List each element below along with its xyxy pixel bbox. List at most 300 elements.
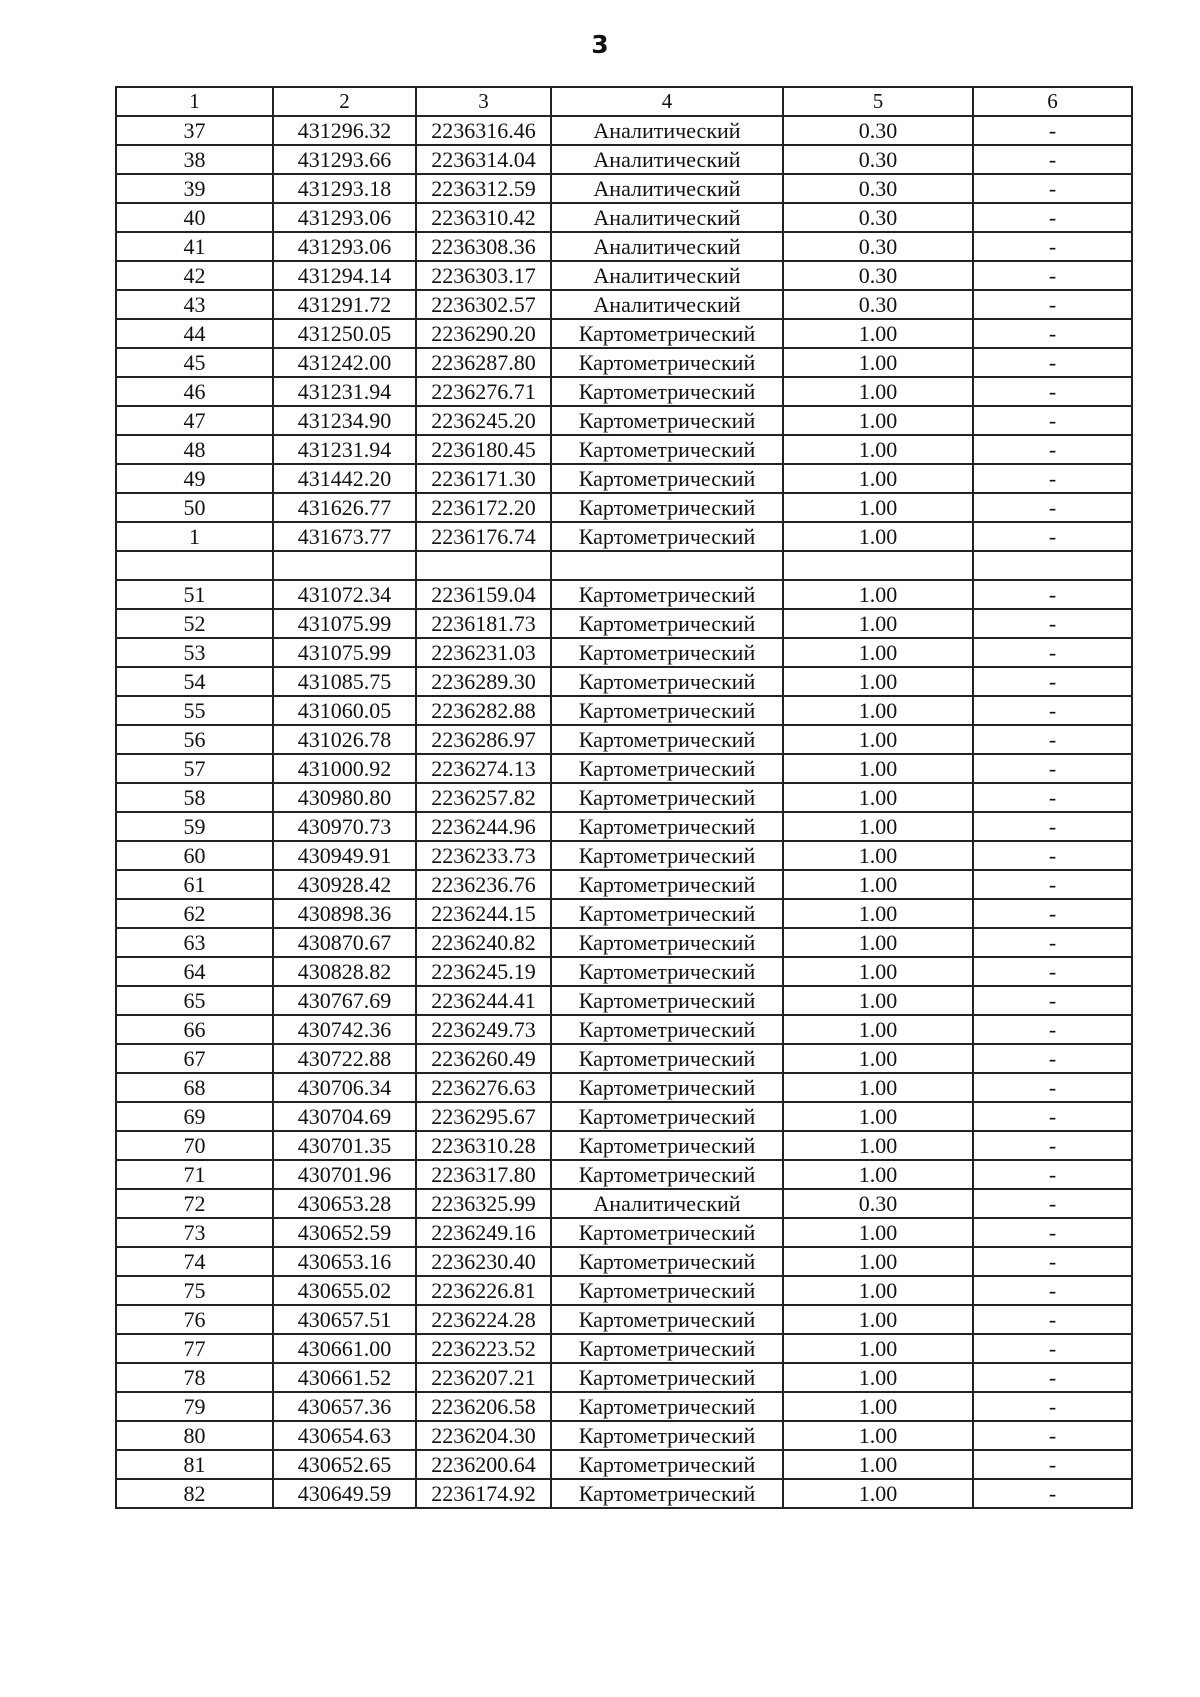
x-coordinate-cell: 431442.20 — [273, 464, 416, 493]
note-cell: - — [973, 841, 1132, 870]
point-number-cell: 37 — [116, 116, 273, 145]
accuracy-cell: 1.00 — [783, 667, 973, 696]
accuracy-cell: 1.00 — [783, 1305, 973, 1334]
y-coordinate-cell: 2236236.76 — [416, 870, 551, 899]
table-row — [116, 1363, 1132, 1392]
accuracy-cell: 1.00 — [783, 1131, 973, 1160]
y-coordinate-cell: 2236314.04 — [416, 145, 551, 174]
x-coordinate-cell: 431075.99 — [273, 638, 416, 667]
method-cell: Картометрический — [551, 493, 783, 522]
point-number-cell: 58 — [116, 783, 273, 812]
table-row — [116, 1334, 1132, 1363]
point-number-cell: 59 — [116, 812, 273, 841]
note-cell: - — [973, 1305, 1132, 1334]
point-number-cell: 78 — [116, 1363, 273, 1392]
method-cell: Картометрический — [551, 1131, 783, 1160]
method-cell: Картометрический — [551, 580, 783, 609]
point-number-cell: 41 — [116, 232, 273, 261]
x-coordinate-cell: 431293.06 — [273, 203, 416, 232]
note-cell: - — [973, 1218, 1132, 1247]
note-cell: - — [973, 870, 1132, 899]
note-cell: - — [973, 406, 1132, 435]
point-number-cell: 42 — [116, 261, 273, 290]
y-coordinate-cell: 2236172.20 — [416, 493, 551, 522]
accuracy-cell: 1.00 — [783, 522, 973, 551]
method-cell: Картометрический — [551, 899, 783, 928]
x-coordinate-cell: 431293.18 — [273, 174, 416, 203]
x-coordinate-cell: 430980.80 — [273, 783, 416, 812]
accuracy-cell: 1.00 — [783, 754, 973, 783]
accuracy-cell: 1.00 — [783, 1160, 973, 1189]
table-row — [116, 928, 1132, 957]
x-coordinate-cell: 431242.00 — [273, 348, 416, 377]
note-cell: - — [973, 1247, 1132, 1276]
point-number-cell: 76 — [116, 1305, 273, 1334]
column-header-1: 1 — [116, 87, 273, 116]
accuracy-cell: 1.00 — [783, 696, 973, 725]
accuracy-cell: 1.00 — [783, 493, 973, 522]
note-cell: - — [973, 116, 1132, 145]
y-coordinate-cell: 2236200.64 — [416, 1450, 551, 1479]
accuracy-cell: 1.00 — [783, 319, 973, 348]
x-coordinate-cell: 431026.78 — [273, 725, 416, 754]
column-header-2: 2 — [273, 87, 416, 116]
x-coordinate-cell: 431072.34 — [273, 580, 416, 609]
point-number-cell: 73 — [116, 1218, 273, 1247]
y-coordinate-cell: 2236159.04 — [416, 580, 551, 609]
method-cell: Картометрический — [551, 522, 783, 551]
y-coordinate-cell: 2236223.52 — [416, 1334, 551, 1363]
table-row — [116, 725, 1132, 754]
note-cell: - — [973, 1334, 1132, 1363]
accuracy-cell: 1.00 — [783, 1421, 973, 1450]
table-row — [116, 638, 1132, 667]
point-number-cell: 50 — [116, 493, 273, 522]
accuracy-cell: 1.00 — [783, 1334, 973, 1363]
note-cell: - — [973, 1363, 1132, 1392]
y-coordinate-cell: 2236181.73 — [416, 609, 551, 638]
y-coordinate-cell: 2236289.30 — [416, 667, 551, 696]
method-cell: Картометрический — [551, 1276, 783, 1305]
accuracy-cell: 1.00 — [783, 1247, 973, 1276]
table-row — [116, 1450, 1132, 1479]
note-cell: - — [973, 319, 1132, 348]
method-cell: Аналитический — [551, 174, 783, 203]
point-number-cell: 44 — [116, 319, 273, 348]
x-coordinate-cell: 430661.00 — [273, 1334, 416, 1363]
method-cell: Картометрический — [551, 1102, 783, 1131]
method-cell: Картометрический — [551, 1247, 783, 1276]
method-cell: Картометрический — [551, 1363, 783, 1392]
accuracy-cell: 1.00 — [783, 899, 973, 928]
y-coordinate-cell: 2236240.82 — [416, 928, 551, 957]
method-cell: Картометрический — [551, 1073, 783, 1102]
x-coordinate-cell: 430870.67 — [273, 928, 416, 957]
table-row — [116, 841, 1132, 870]
y-coordinate-cell: 2236310.42 — [416, 203, 551, 232]
method-cell: Картометрический — [551, 1044, 783, 1073]
method-cell: Картометрический — [551, 667, 783, 696]
point-number-cell: 52 — [116, 609, 273, 638]
method-cell: Картометрический — [551, 1392, 783, 1421]
accuracy-cell: 0.30 — [783, 203, 973, 232]
accuracy-cell: 1.00 — [783, 1479, 973, 1508]
table-row — [116, 870, 1132, 899]
column-header-5: 5 — [783, 87, 973, 116]
point-number-cell: 54 — [116, 667, 273, 696]
accuracy-cell: 1.00 — [783, 783, 973, 812]
accuracy-cell: 1.00 — [783, 638, 973, 667]
method-cell: Картометрический — [551, 1450, 783, 1479]
note-cell: - — [973, 377, 1132, 406]
method-cell: Картометрический — [551, 841, 783, 870]
y-coordinate-cell: 2236310.28 — [416, 1131, 551, 1160]
table-row — [116, 1189, 1132, 1218]
y-coordinate-cell: 2236180.45 — [416, 435, 551, 464]
method-cell: Картометрический — [551, 377, 783, 406]
column-header-4: 4 — [551, 87, 783, 116]
accuracy-cell: 1.00 — [783, 725, 973, 754]
point-number-cell: 61 — [116, 870, 273, 899]
x-coordinate-cell: 431293.66 — [273, 145, 416, 174]
method-cell: Аналитический — [551, 261, 783, 290]
y-coordinate-cell: 2236286.97 — [416, 725, 551, 754]
note-cell: - — [973, 783, 1132, 812]
note-cell: - — [973, 986, 1132, 1015]
accuracy-cell: 1.00 — [783, 377, 973, 406]
table-row — [116, 377, 1132, 406]
x-coordinate-cell: 430970.73 — [273, 812, 416, 841]
method-cell: Картометрический — [551, 464, 783, 493]
table-row — [116, 1102, 1132, 1131]
method-cell: Аналитический — [551, 1189, 783, 1218]
point-number-cell: 75 — [116, 1276, 273, 1305]
table-row — [116, 1247, 1132, 1276]
x-coordinate-cell: 430649.59 — [273, 1479, 416, 1508]
table-row — [116, 348, 1132, 377]
note-cell: - — [973, 812, 1132, 841]
x-coordinate-cell: 431085.75 — [273, 667, 416, 696]
y-coordinate-cell — [416, 551, 551, 580]
x-coordinate-cell: 431060.05 — [273, 696, 416, 725]
table-row — [116, 174, 1132, 203]
note-cell: - — [973, 609, 1132, 638]
note-cell: - — [973, 1392, 1132, 1421]
x-coordinate-cell: 431000.92 — [273, 754, 416, 783]
table-row — [116, 1044, 1132, 1073]
table-row — [116, 290, 1132, 319]
point-number-cell: 48 — [116, 435, 273, 464]
x-coordinate-cell: 430654.63 — [273, 1421, 416, 1450]
x-coordinate-cell: 431234.90 — [273, 406, 416, 435]
point-number-cell: 63 — [116, 928, 273, 957]
table-row — [116, 493, 1132, 522]
note-cell: - — [973, 174, 1132, 203]
x-coordinate-cell: 431250.05 — [273, 319, 416, 348]
x-coordinate-cell: 430657.36 — [273, 1392, 416, 1421]
point-number-cell: 56 — [116, 725, 273, 754]
point-number-cell: 74 — [116, 1247, 273, 1276]
y-coordinate-cell: 2236316.46 — [416, 116, 551, 145]
y-coordinate-cell: 2236226.81 — [416, 1276, 551, 1305]
table-row — [116, 232, 1132, 261]
y-coordinate-cell: 2236206.58 — [416, 1392, 551, 1421]
point-number-cell: 70 — [116, 1131, 273, 1160]
table-row — [116, 986, 1132, 1015]
note-cell: - — [973, 1131, 1132, 1160]
y-coordinate-cell: 2236207.21 — [416, 1363, 551, 1392]
point-number-cell: 39 — [116, 174, 273, 203]
column-header-3: 3 — [416, 87, 551, 116]
point-number-cell: 79 — [116, 1392, 273, 1421]
method-cell: Картометрический — [551, 928, 783, 957]
accuracy-cell: 1.00 — [783, 841, 973, 870]
note-cell: - — [973, 1450, 1132, 1479]
note-cell: - — [973, 261, 1132, 290]
point-number-cell: 65 — [116, 986, 273, 1015]
y-coordinate-cell: 2236245.20 — [416, 406, 551, 435]
method-cell: Картометрический — [551, 348, 783, 377]
accuracy-cell: 1.00 — [783, 1363, 973, 1392]
x-coordinate-cell: 431231.94 — [273, 377, 416, 406]
table-row — [116, 116, 1132, 145]
point-number-cell: 62 — [116, 899, 273, 928]
accuracy-cell: 1.00 — [783, 435, 973, 464]
note-cell: - — [973, 1073, 1132, 1102]
table-row — [116, 1160, 1132, 1189]
accuracy-cell: 0.30 — [783, 232, 973, 261]
y-coordinate-cell: 2236274.13 — [416, 754, 551, 783]
table-row — [116, 1479, 1132, 1508]
accuracy-cell: 1.00 — [783, 986, 973, 1015]
point-number-cell: 77 — [116, 1334, 273, 1363]
table-row — [116, 1131, 1132, 1160]
note-cell: - — [973, 725, 1132, 754]
y-coordinate-cell: 2236312.59 — [416, 174, 551, 203]
accuracy-cell: 1.00 — [783, 812, 973, 841]
accuracy-cell: 0.30 — [783, 1189, 973, 1218]
x-coordinate-cell: 430742.36 — [273, 1015, 416, 1044]
accuracy-cell: 1.00 — [783, 1276, 973, 1305]
table-row — [116, 812, 1132, 841]
y-coordinate-cell: 2236290.20 — [416, 319, 551, 348]
method-cell: Картометрический — [551, 319, 783, 348]
accuracy-cell: 1.00 — [783, 957, 973, 986]
point-number-cell: 68 — [116, 1073, 273, 1102]
table-row — [116, 145, 1132, 174]
accuracy-cell: 0.30 — [783, 116, 973, 145]
x-coordinate-cell: 431296.32 — [273, 116, 416, 145]
point-number-cell: 60 — [116, 841, 273, 870]
note-cell: - — [973, 1276, 1132, 1305]
y-coordinate-cell: 2236245.19 — [416, 957, 551, 986]
point-number-cell: 66 — [116, 1015, 273, 1044]
x-coordinate-cell: 430701.35 — [273, 1131, 416, 1160]
x-coordinate-cell: 430722.88 — [273, 1044, 416, 1073]
note-cell: - — [973, 696, 1132, 725]
y-coordinate-cell: 2236308.36 — [416, 232, 551, 261]
method-cell: Картометрический — [551, 1479, 783, 1508]
accuracy-cell: 1.00 — [783, 1392, 973, 1421]
method-cell: Аналитический — [551, 232, 783, 261]
note-cell: - — [973, 232, 1132, 261]
table-row — [116, 1073, 1132, 1102]
table-row — [116, 1276, 1132, 1305]
x-coordinate-cell: 430949.91 — [273, 841, 416, 870]
point-number-cell: 43 — [116, 290, 273, 319]
method-cell: Картометрический — [551, 696, 783, 725]
y-coordinate-cell: 2236317.80 — [416, 1160, 551, 1189]
point-number-cell: 82 — [116, 1479, 273, 1508]
point-number-cell: 64 — [116, 957, 273, 986]
x-coordinate-cell: 431291.72 — [273, 290, 416, 319]
y-coordinate-cell: 2236174.92 — [416, 1479, 551, 1508]
y-coordinate-cell: 2236276.63 — [416, 1073, 551, 1102]
point-number-cell: 81 — [116, 1450, 273, 1479]
note-cell: - — [973, 754, 1132, 783]
x-coordinate-cell: 430706.34 — [273, 1073, 416, 1102]
accuracy-cell: 0.30 — [783, 261, 973, 290]
y-coordinate-cell: 2236244.15 — [416, 899, 551, 928]
point-number-cell: 38 — [116, 145, 273, 174]
table-row — [116, 899, 1132, 928]
accuracy-cell: 1.00 — [783, 1102, 973, 1131]
table-header-row — [116, 87, 1132, 116]
method-cell: Аналитический — [551, 145, 783, 174]
note-cell: - — [973, 928, 1132, 957]
x-coordinate-cell: 430661.52 — [273, 1363, 416, 1392]
accuracy-cell: 0.30 — [783, 145, 973, 174]
point-number-cell: 51 — [116, 580, 273, 609]
note-cell: - — [973, 522, 1132, 551]
note-cell: - — [973, 290, 1132, 319]
table-row — [116, 406, 1132, 435]
note-cell: - — [973, 957, 1132, 986]
y-coordinate-cell: 2236260.49 — [416, 1044, 551, 1073]
accuracy-cell: 0.30 — [783, 290, 973, 319]
accuracy-cell: 1.00 — [783, 580, 973, 609]
table-row — [116, 1305, 1132, 1334]
point-number-cell: 45 — [116, 348, 273, 377]
accuracy-cell: 1.00 — [783, 609, 973, 638]
y-coordinate-cell: 2236303.17 — [416, 261, 551, 290]
method-cell: Картометрический — [551, 986, 783, 1015]
table-row — [116, 609, 1132, 638]
y-coordinate-cell: 2236230.40 — [416, 1247, 551, 1276]
note-cell: - — [973, 1421, 1132, 1450]
point-number-cell — [116, 551, 273, 580]
table-row — [116, 435, 1132, 464]
y-coordinate-cell: 2236171.30 — [416, 464, 551, 493]
method-cell: Картометрический — [551, 754, 783, 783]
x-coordinate-cell: 430653.16 — [273, 1247, 416, 1276]
point-number-cell: 40 — [116, 203, 273, 232]
note-cell — [973, 551, 1132, 580]
point-number-cell: 80 — [116, 1421, 273, 1450]
x-coordinate-cell — [273, 551, 416, 580]
column-header-6: 6 — [973, 87, 1132, 116]
accuracy-cell: 1.00 — [783, 1450, 973, 1479]
y-coordinate-cell: 2236233.73 — [416, 841, 551, 870]
table-row — [116, 754, 1132, 783]
accuracy-cell: 1.00 — [783, 1218, 973, 1247]
table-row — [116, 783, 1132, 812]
point-number-cell: 55 — [116, 696, 273, 725]
method-cell: Аналитический — [551, 290, 783, 319]
method-cell: Картометрический — [551, 1421, 783, 1450]
point-number-cell: 1 — [116, 522, 273, 551]
y-coordinate-cell: 2236325.99 — [416, 1189, 551, 1218]
point-number-cell: 53 — [116, 638, 273, 667]
y-coordinate-cell: 2236257.82 — [416, 783, 551, 812]
x-coordinate-cell: 431293.06 — [273, 232, 416, 261]
method-cell — [551, 551, 783, 580]
note-cell: - — [973, 1044, 1132, 1073]
note-cell: - — [973, 203, 1132, 232]
x-coordinate-cell: 430657.51 — [273, 1305, 416, 1334]
note-cell: - — [973, 638, 1132, 667]
accuracy-cell: 1.00 — [783, 870, 973, 899]
y-coordinate-cell: 2236287.80 — [416, 348, 551, 377]
y-coordinate-cell: 2236231.03 — [416, 638, 551, 667]
y-coordinate-cell: 2236244.96 — [416, 812, 551, 841]
note-cell: - — [973, 1015, 1132, 1044]
method-cell: Картометрический — [551, 638, 783, 667]
method-cell: Картометрический — [551, 435, 783, 464]
table-row — [116, 1421, 1132, 1450]
x-coordinate-cell: 431626.77 — [273, 493, 416, 522]
note-cell: - — [973, 580, 1132, 609]
accuracy-cell: 1.00 — [783, 1044, 973, 1073]
method-cell: Картометрический — [551, 1305, 783, 1334]
note-cell: - — [973, 1160, 1132, 1189]
note-cell: - — [973, 1189, 1132, 1218]
accuracy-cell: 1.00 — [783, 1015, 973, 1044]
y-coordinate-cell: 2236276.71 — [416, 377, 551, 406]
x-coordinate-cell: 430652.59 — [273, 1218, 416, 1247]
method-cell: Картометрический — [551, 725, 783, 754]
table-row — [116, 580, 1132, 609]
x-coordinate-cell: 430701.96 — [273, 1160, 416, 1189]
point-number-cell: 72 — [116, 1189, 273, 1218]
method-cell: Картометрический — [551, 1015, 783, 1044]
method-cell: Аналитический — [551, 116, 783, 145]
page-number: 3 — [591, 30, 609, 59]
point-number-cell: 46 — [116, 377, 273, 406]
method-cell: Картометрический — [551, 957, 783, 986]
y-coordinate-cell: 2236176.74 — [416, 522, 551, 551]
note-cell: - — [973, 145, 1132, 174]
note-cell: - — [973, 899, 1132, 928]
point-number-cell: 71 — [116, 1160, 273, 1189]
table-body — [116, 116, 1132, 1508]
note-cell: - — [973, 464, 1132, 493]
y-coordinate-cell: 2236295.67 — [416, 1102, 551, 1131]
point-number-cell: 57 — [116, 754, 273, 783]
note-cell: - — [973, 435, 1132, 464]
x-coordinate-cell: 431294.14 — [273, 261, 416, 290]
table-row — [116, 667, 1132, 696]
y-coordinate-cell: 2236244.41 — [416, 986, 551, 1015]
method-cell: Картометрический — [551, 1218, 783, 1247]
note-cell: - — [973, 348, 1132, 377]
x-coordinate-cell: 430653.28 — [273, 1189, 416, 1218]
method-cell: Картометрический — [551, 609, 783, 638]
x-coordinate-cell: 431231.94 — [273, 435, 416, 464]
x-coordinate-cell: 430704.69 — [273, 1102, 416, 1131]
y-coordinate-cell: 2236249.73 — [416, 1015, 551, 1044]
y-coordinate-cell: 2236224.28 — [416, 1305, 551, 1334]
